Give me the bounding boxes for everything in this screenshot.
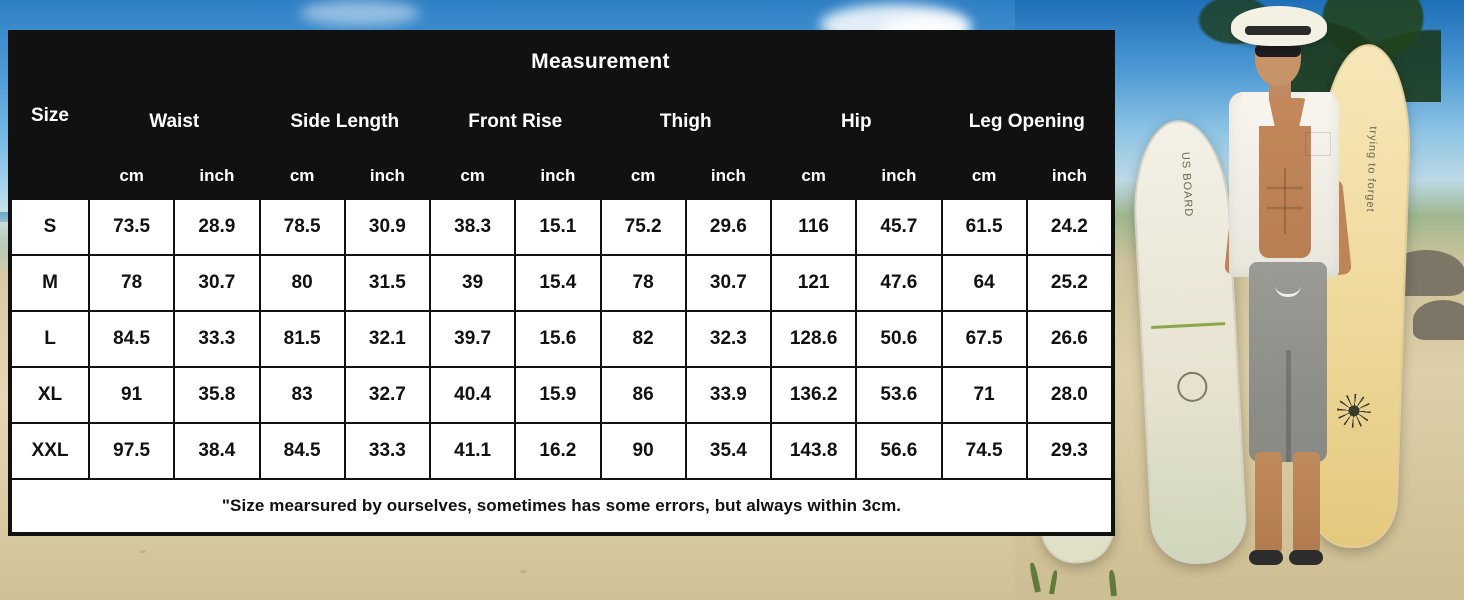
cell-value: 26.6: [1027, 311, 1112, 367]
cell-value: 84.5: [89, 311, 174, 367]
cell-value: 30.7: [686, 255, 771, 311]
table-row: [11, 199, 1112, 255]
cell-value: 40.4: [430, 367, 515, 423]
column-header-leg-opening: Leg Opening: [942, 91, 1113, 153]
unit-header: cm: [430, 153, 515, 199]
model-shorts-seam: [1286, 350, 1291, 462]
unit-header: cm: [89, 153, 174, 199]
cell-value: 83: [260, 367, 345, 423]
unit-header: inch: [1027, 153, 1112, 199]
unit-header: inch: [686, 153, 771, 199]
size-chart: [8, 30, 1115, 536]
cell-value: 82: [601, 311, 686, 367]
cell-value: 64: [942, 255, 1027, 311]
model-leg: [1255, 452, 1282, 554]
cell-value: 38.3: [430, 199, 515, 255]
cell-value: 45.7: [856, 199, 941, 255]
unit-header: inch: [174, 153, 259, 199]
cell-value: 25.2: [1027, 255, 1112, 311]
column-header-front-rise: Front Rise: [430, 91, 601, 153]
cell-value: 80: [260, 255, 345, 311]
surfboard-label: trying to forget: [1363, 126, 1379, 213]
size-chart-table: [10, 32, 1113, 534]
unit-header: cm: [942, 153, 1027, 199]
cell-value: 35.8: [174, 367, 259, 423]
model-shirt-pocket: [1305, 132, 1331, 156]
cell-value: 35.4: [686, 423, 771, 479]
cell-value: 32.3: [686, 311, 771, 367]
column-header-hip: Hip: [771, 91, 942, 153]
table-header-row: [11, 153, 1112, 199]
cell-value: 81.5: [260, 311, 345, 367]
cell-value: 116: [771, 199, 856, 255]
table-note-row: [11, 479, 1112, 533]
unit-header: inch: [515, 153, 600, 199]
cell-value: 33.3: [345, 423, 430, 479]
cell-value: 53.6: [856, 367, 941, 423]
size-label: M: [11, 255, 89, 311]
model-abs: [1267, 168, 1303, 234]
table-header-row: [11, 33, 1112, 91]
cell-value: 28.0: [1027, 367, 1112, 423]
unit-header: cm: [601, 153, 686, 199]
table-header-row: [11, 91, 1112, 153]
cell-value: 15.1: [515, 199, 600, 255]
cell-value: 56.6: [856, 423, 941, 479]
cell-value: 33.9: [686, 367, 771, 423]
cell-value: 71: [942, 367, 1027, 423]
column-header-measurement: Measurement: [89, 33, 1112, 91]
unit-header: inch: [345, 153, 430, 199]
cell-value: 75.2: [601, 199, 686, 255]
cell-value: 78: [601, 255, 686, 311]
table-row: [11, 311, 1112, 367]
rock: [1413, 300, 1464, 340]
flip-flop: [1249, 550, 1283, 565]
surfboard-label: US BOARD: [1179, 151, 1195, 218]
table-row: [11, 255, 1112, 311]
cell-value: 39.7: [430, 311, 515, 367]
cell-value: 73.5: [89, 199, 174, 255]
cell-value: 41.1: [430, 423, 515, 479]
cell-value: 74.5: [942, 423, 1027, 479]
cloud-icon: [300, 0, 420, 26]
column-header-size: Size: [11, 33, 89, 199]
cell-value: 15.4: [515, 255, 600, 311]
cell-value: 91: [89, 367, 174, 423]
grass-tuft: [1049, 570, 1058, 595]
cell-value: 16.2: [515, 423, 600, 479]
column-header-side-length: Side Length: [260, 91, 431, 153]
flip-flop: [1289, 550, 1323, 565]
cell-value: 29.6: [686, 199, 771, 255]
cell-value: 32.7: [345, 367, 430, 423]
cell-value: 78: [89, 255, 174, 311]
cell-value: 15.9: [515, 367, 600, 423]
table-row: [11, 423, 1112, 479]
column-header-waist: Waist: [89, 91, 260, 153]
table-row: [11, 367, 1112, 423]
cell-value: 67.5: [942, 311, 1027, 367]
grass-tuft: [1108, 570, 1117, 596]
cell-value: 30.7: [174, 255, 259, 311]
cell-value: 61.5: [942, 199, 1027, 255]
column-header-thigh: Thigh: [601, 91, 772, 153]
cell-value: 15.6: [515, 311, 600, 367]
cell-value: 28.9: [174, 199, 259, 255]
cell-value: 128.6: [771, 311, 856, 367]
cell-value: 38.4: [174, 423, 259, 479]
cell-value: 47.6: [856, 255, 941, 311]
cell-value: 29.3: [1027, 423, 1112, 479]
size-chart-note: "Size mearsured by ourselves, sometimes has some errors, but always within 3cm.: [11, 479, 1112, 533]
cell-value: 84.5: [260, 423, 345, 479]
unit-header: cm: [771, 153, 856, 199]
size-label: L: [11, 311, 89, 367]
cell-value: 39: [430, 255, 515, 311]
cell-value: 97.5: [89, 423, 174, 479]
model-leg: [1293, 452, 1320, 554]
hat-band: [1245, 26, 1311, 35]
cell-value: 121: [771, 255, 856, 311]
male-model: [1193, 0, 1383, 600]
unit-header: inch: [856, 153, 941, 199]
cell-value: 24.2: [1027, 199, 1112, 255]
cell-value: 33.3: [174, 311, 259, 367]
cell-value: 78.5: [260, 199, 345, 255]
cell-value: 136.2: [771, 367, 856, 423]
size-label: S: [11, 199, 89, 255]
cell-value: 30.9: [345, 199, 430, 255]
cell-value: 32.1: [345, 311, 430, 367]
size-label: XL: [11, 367, 89, 423]
grass-tuft: [1029, 562, 1041, 593]
unit-header: cm: [260, 153, 345, 199]
cell-value: 31.5: [345, 255, 430, 311]
size-label: XXL: [11, 423, 89, 479]
drawstring: [1275, 268, 1301, 297]
cell-value: 143.8: [771, 423, 856, 479]
cell-value: 50.6: [856, 311, 941, 367]
cell-value: 86: [601, 367, 686, 423]
cell-value: 90: [601, 423, 686, 479]
